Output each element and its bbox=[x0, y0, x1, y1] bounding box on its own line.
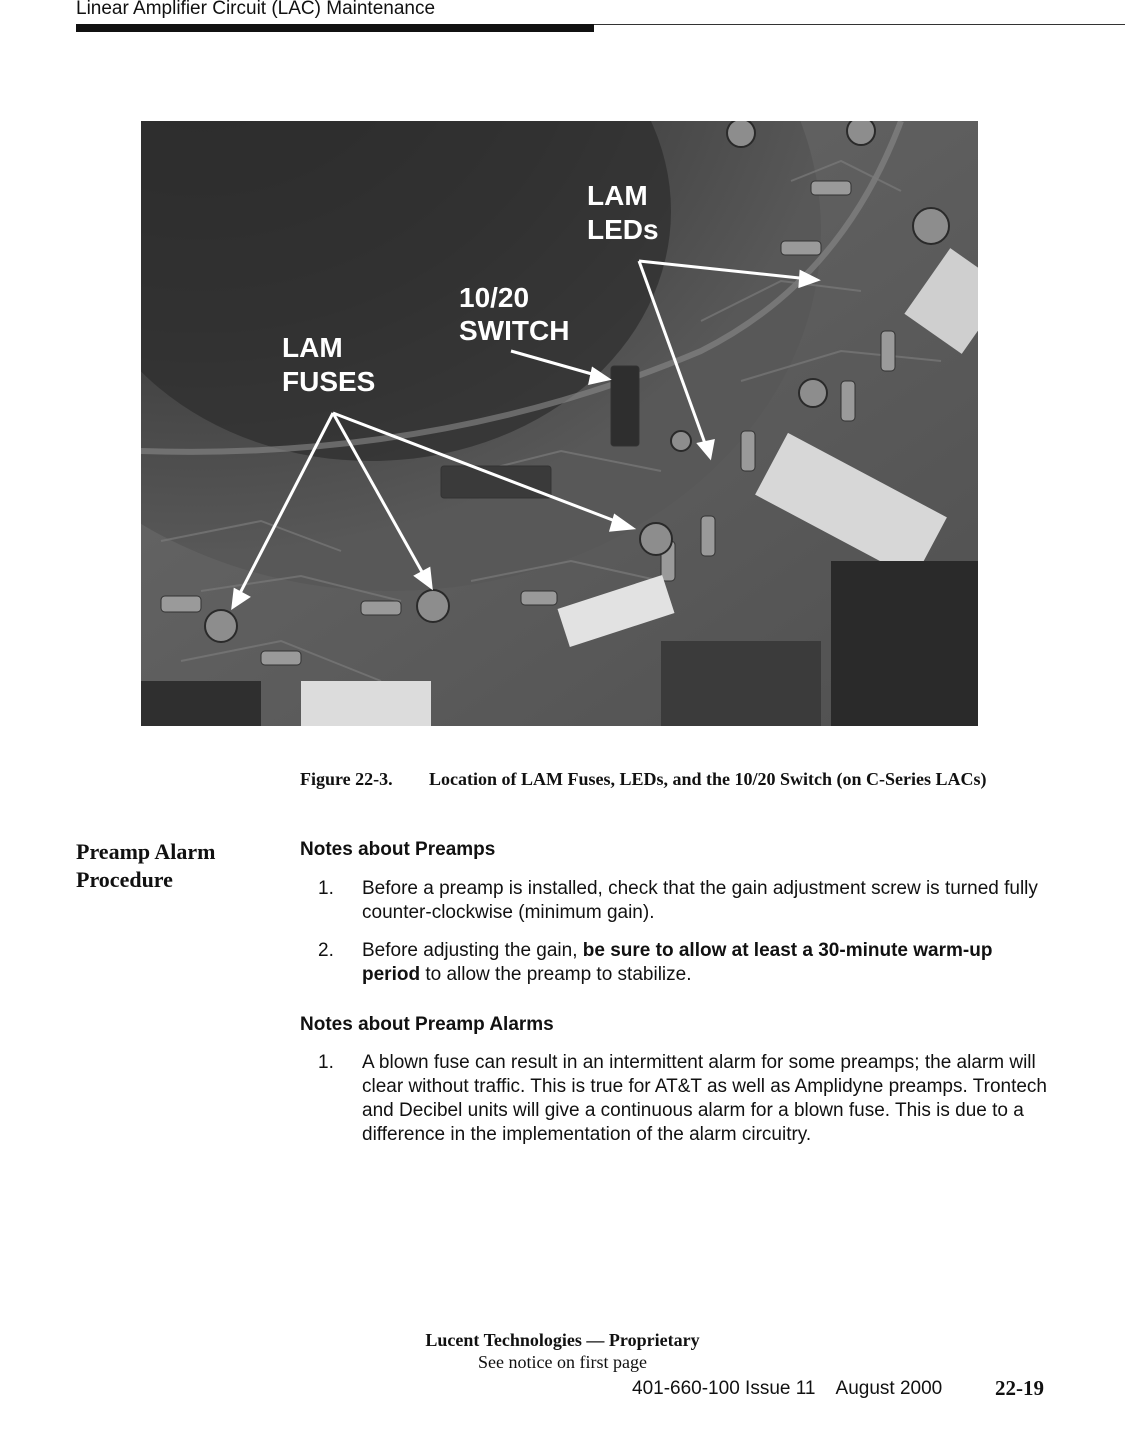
list-item-text: Before a preamp is installed, check that the gain adjustment screw is turned fully counter-clockwise (minimum gain). bbox=[362, 878, 1038, 923]
lam-leds-label-line2: LEDs bbox=[587, 214, 659, 245]
lam-fuses-label-line1: LAM bbox=[282, 332, 343, 363]
list-item-number: 1. bbox=[318, 1052, 334, 1073]
figure-number: Figure 22-3. bbox=[300, 769, 393, 789]
list-item-text-plain: Before adjusting the gain, bbox=[362, 940, 583, 961]
list-item-text bbox=[362, 939, 1052, 987]
lam-fuses-label-line2: FUSES bbox=[282, 366, 376, 397]
footer-notice: See notice on first page bbox=[478, 1352, 647, 1372]
lam-leds-label-line1: LAM bbox=[587, 180, 648, 211]
footer-proprietary: Lucent Technologies — Proprietary bbox=[425, 1330, 700, 1350]
switch-label-line2: SWITCH bbox=[459, 315, 570, 346]
list-item-text-emphasis: be sure to allow at least a 30-minute warm-up period bbox=[362, 940, 993, 985]
section-heading: Preamp Alarm Procedure bbox=[76, 839, 216, 892]
header-rule-bar bbox=[76, 24, 594, 32]
notes-alarms-heading: Notes about Preamp Alarms bbox=[300, 1014, 554, 1035]
notes-preamps-heading: Notes about Preamps bbox=[300, 839, 496, 860]
footer-doc-info: 401-660-100 Issue 11 August 2000 bbox=[632, 1378, 943, 1399]
page-number: 22-19 bbox=[995, 1376, 1044, 1400]
list-item-text-plain: to allow the preamp to stabilize. bbox=[420, 964, 692, 985]
list-item-number: 2. bbox=[318, 940, 334, 961]
figure-caption-text: Location of LAM Fuses, LEDs, and the 10/20 Switch (on C-Series LACs) bbox=[429, 769, 987, 789]
circuit-board-photo bbox=[141, 121, 978, 726]
switch-label-line1: 10/20 bbox=[459, 282, 530, 313]
list-item-number: 1. bbox=[318, 878, 334, 899]
list-item-text: A blown fuse can result in an intermittent alarm for some preamps; the alarm will clear without traffic. This is true for AT&T as well as Amplidyne preamps. Trontech and Decibel units will give a continuous alarm for a blown fuse. This is due to a difference in the implementation of the alarm circuitry. bbox=[362, 1052, 1047, 1145]
running-header: Linear Amplifier Circuit (LAC) Maintenance bbox=[76, 0, 436, 19]
